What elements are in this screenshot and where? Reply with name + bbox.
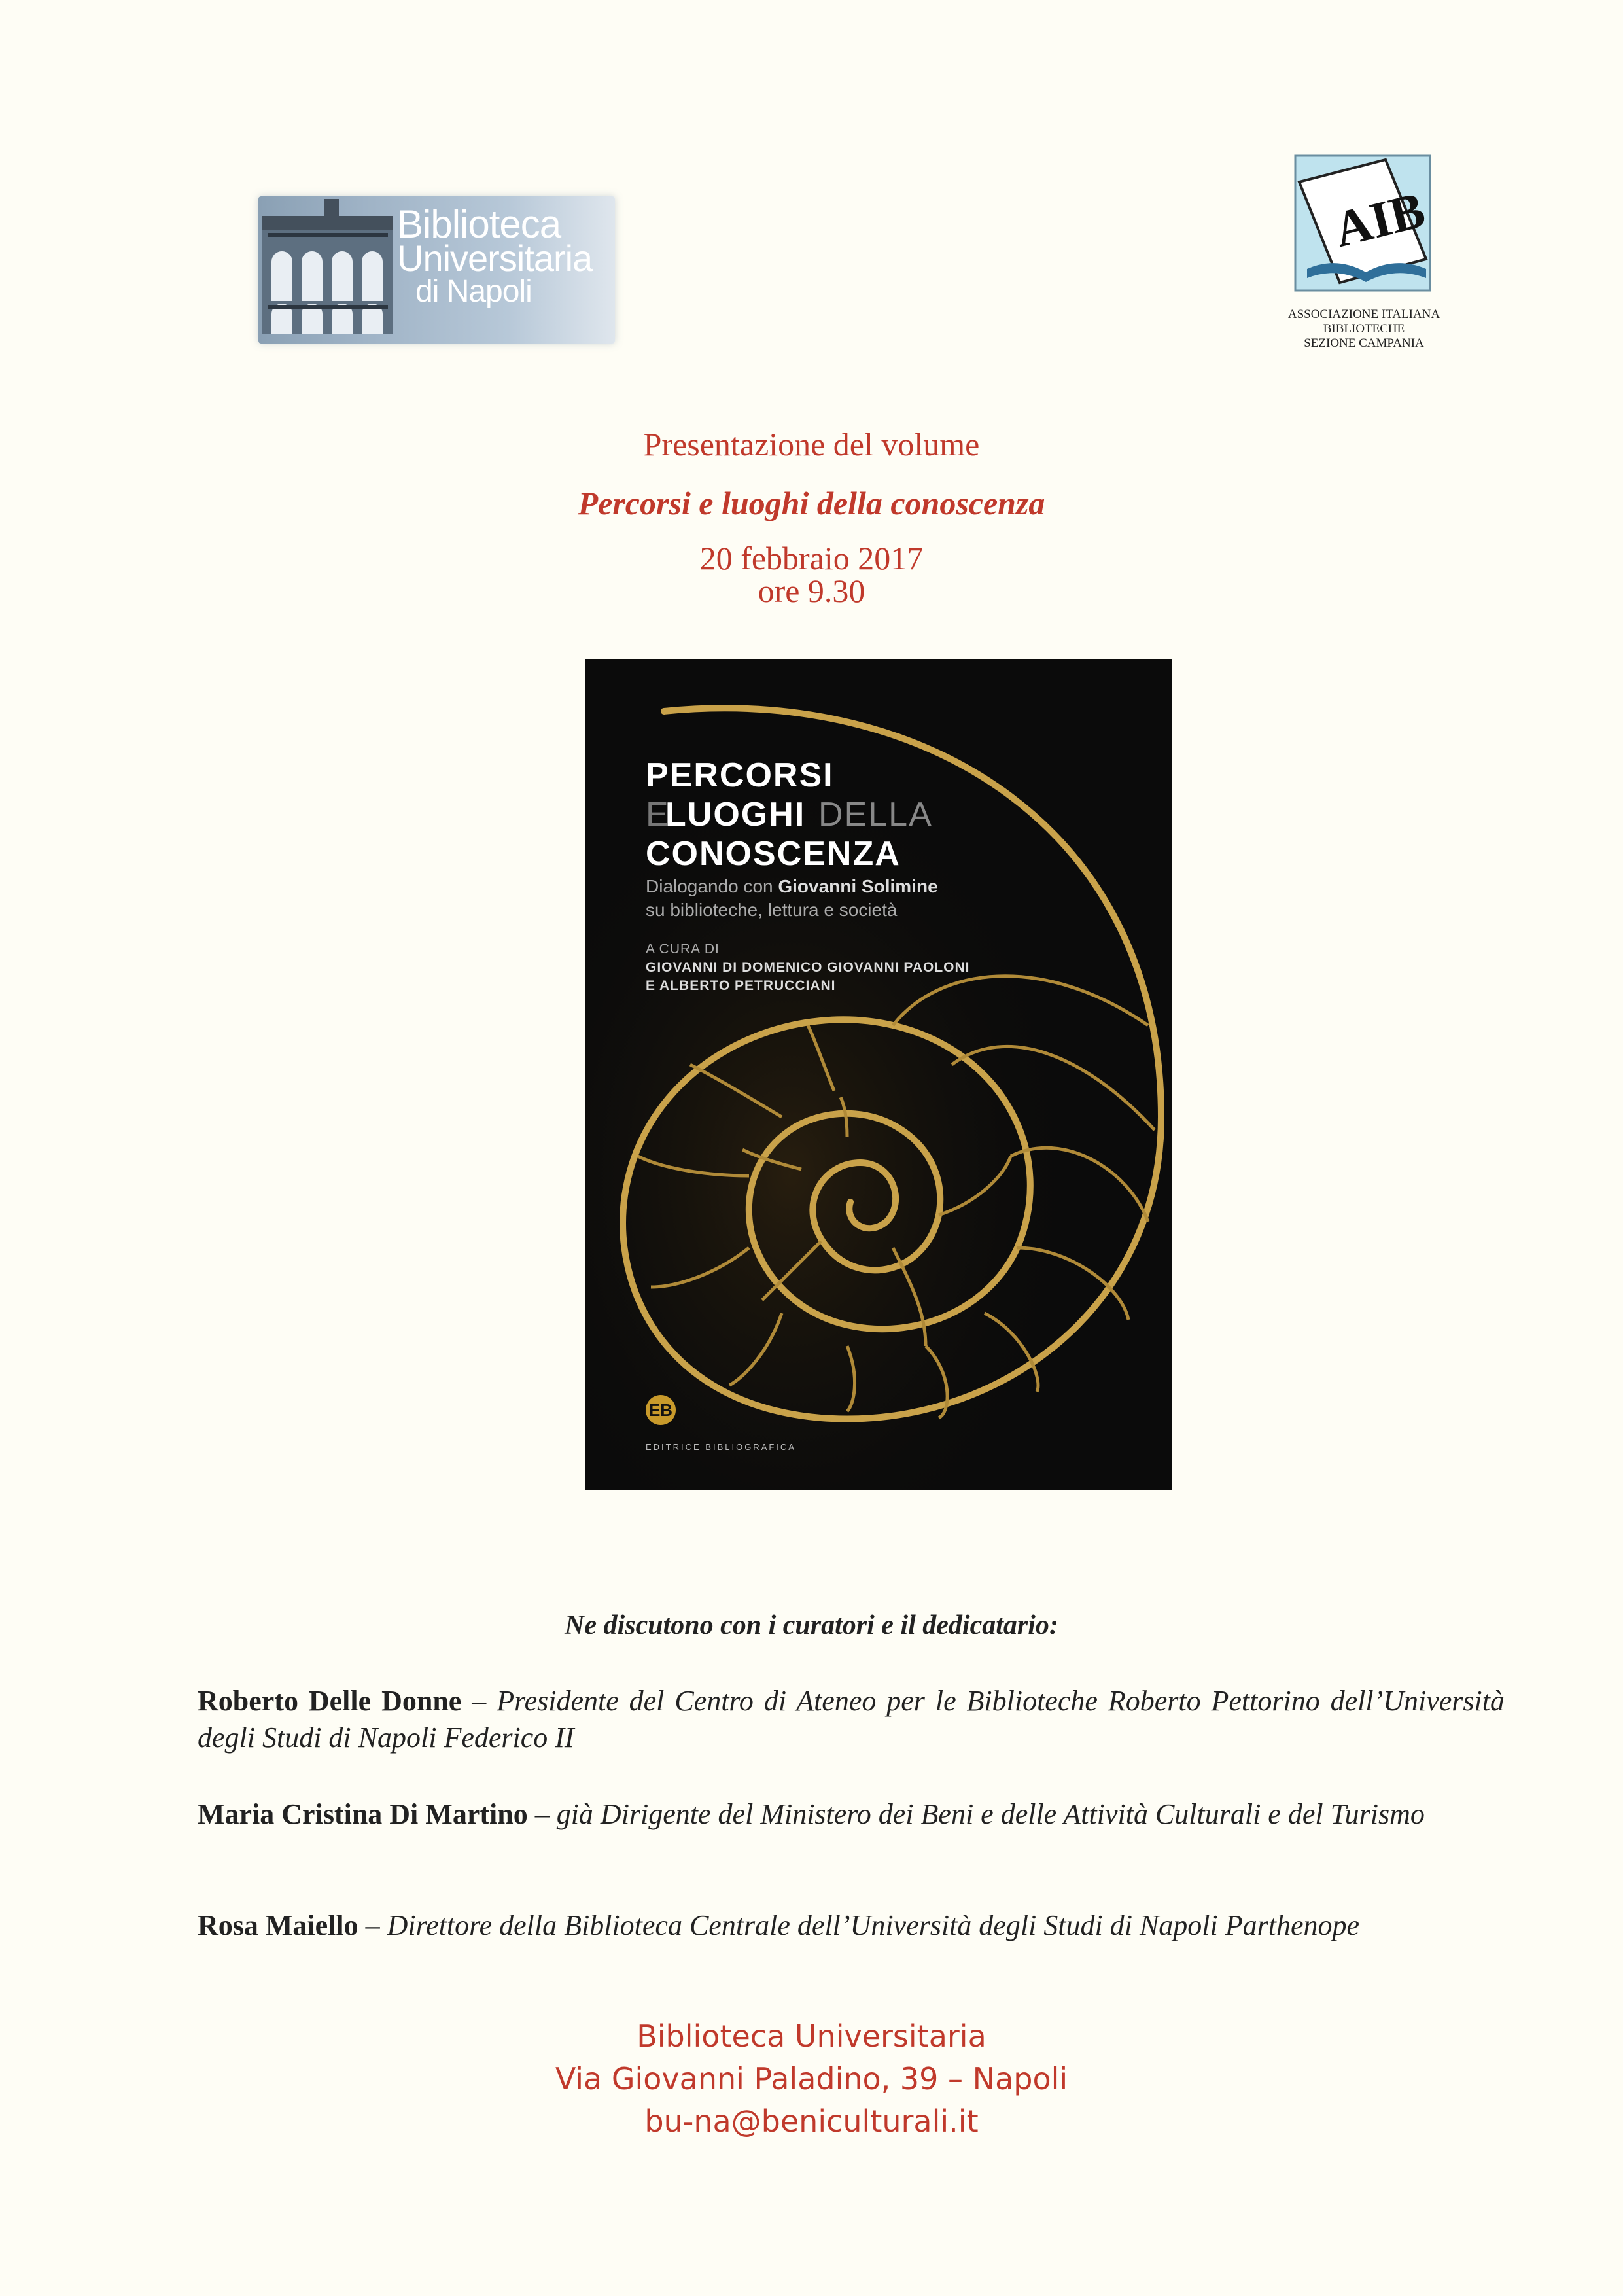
event-title: Presentazione del volume: [643, 426, 980, 463]
aib-mark-text: AIB: [1328, 181, 1431, 258]
book-title: Percorsi e luoghi della conoscenza: [578, 485, 1045, 521]
cover-publisher: EDITRICE BIBLIOGRAFICA: [646, 1442, 796, 1452]
book-cover: [585, 659, 1172, 1490]
cover-subtitle-line1: [646, 876, 938, 897]
discussant-role: Direttore della Biblioteca Centrale dell’Università degli Studi di Napoli Parthenope: [387, 1909, 1360, 1941]
cover-subtitle-line2: su biblioteche, lettura e società: [646, 900, 898, 920]
discussant-name: Roberto Delle Donne: [198, 1685, 462, 1717]
aib-caption: [1263, 308, 1465, 351]
biblioteca-universitaria-logo: [258, 190, 615, 347]
discussant-name: Maria Cristina Di Martino: [198, 1798, 528, 1830]
discussants-intro: Ne discutono con i curatori e il dedicatario:: [565, 1610, 1058, 1640]
discussant-entry: [198, 1796, 1505, 1833]
logo-text-di-napoli: di Napoli: [415, 274, 532, 309]
separator: –: [461, 1685, 497, 1717]
cover-title-line1: PERCORSI: [646, 756, 834, 794]
discussant-entry: [198, 1907, 1505, 1944]
cover-editors-line2: E ALBERTO PETRUCCIANI: [646, 978, 836, 993]
building-icon: [262, 190, 400, 347]
cover-title-della: DELLA: [818, 796, 933, 834]
discussant-entry: [198, 1683, 1505, 1756]
publisher-logo-icon: EB: [646, 1395, 676, 1425]
aib-caption-line: ASSOCIAZIONE ITALIANA: [1287, 308, 1440, 321]
footer-email: bu-na@beniculturali.it: [644, 2104, 979, 2139]
discussant-name: Rosa Maiello: [198, 1909, 358, 1941]
cover-subtitle-b: Giovanni Solimine: [778, 876, 938, 896]
event-time: ore 9.30: [758, 573, 865, 609]
cover-curated-by: A CURA DI: [646, 942, 720, 957]
aib-logo: [1294, 154, 1431, 292]
discussant-role: già Dirigente del Ministero dei Beni e delle Attività Culturali e del Turismo: [556, 1798, 1425, 1830]
footer-institution: Biblioteca Universitaria: [637, 2019, 986, 2054]
cover-subtitle-a: Dialogando con: [646, 876, 773, 896]
separator: –: [527, 1798, 557, 1830]
aib-caption-line: SEZIONE CAMPANIA: [1304, 336, 1424, 350]
logo-text-biblioteca: Biblioteca: [397, 202, 561, 246]
aib-caption-line: BIBLIOTECHE: [1323, 322, 1405, 336]
cover-title-line3: CONOSCENZA: [646, 835, 901, 873]
cover-title-e: E: [646, 796, 669, 834]
discussant-role: Presidente del Centro di Ateneo per le Biblioteche Roberto Pettorino dell’Università degli Studi di Napoli Federico II: [198, 1685, 1505, 1754]
cover-editors-line1: GIOVANNI DI DOMENICO GIOVANNI PAOLONI: [646, 960, 970, 975]
event-date: 20 febbraio 2017: [699, 540, 924, 576]
separator: –: [358, 1909, 387, 1941]
cover-title-luoghi: LUOGHI: [665, 796, 806, 834]
footer-address: Via Giovanni Paladino, 39 – Napoli: [555, 2061, 1068, 2096]
logo-text-universitaria: Universitaria: [397, 238, 593, 279]
